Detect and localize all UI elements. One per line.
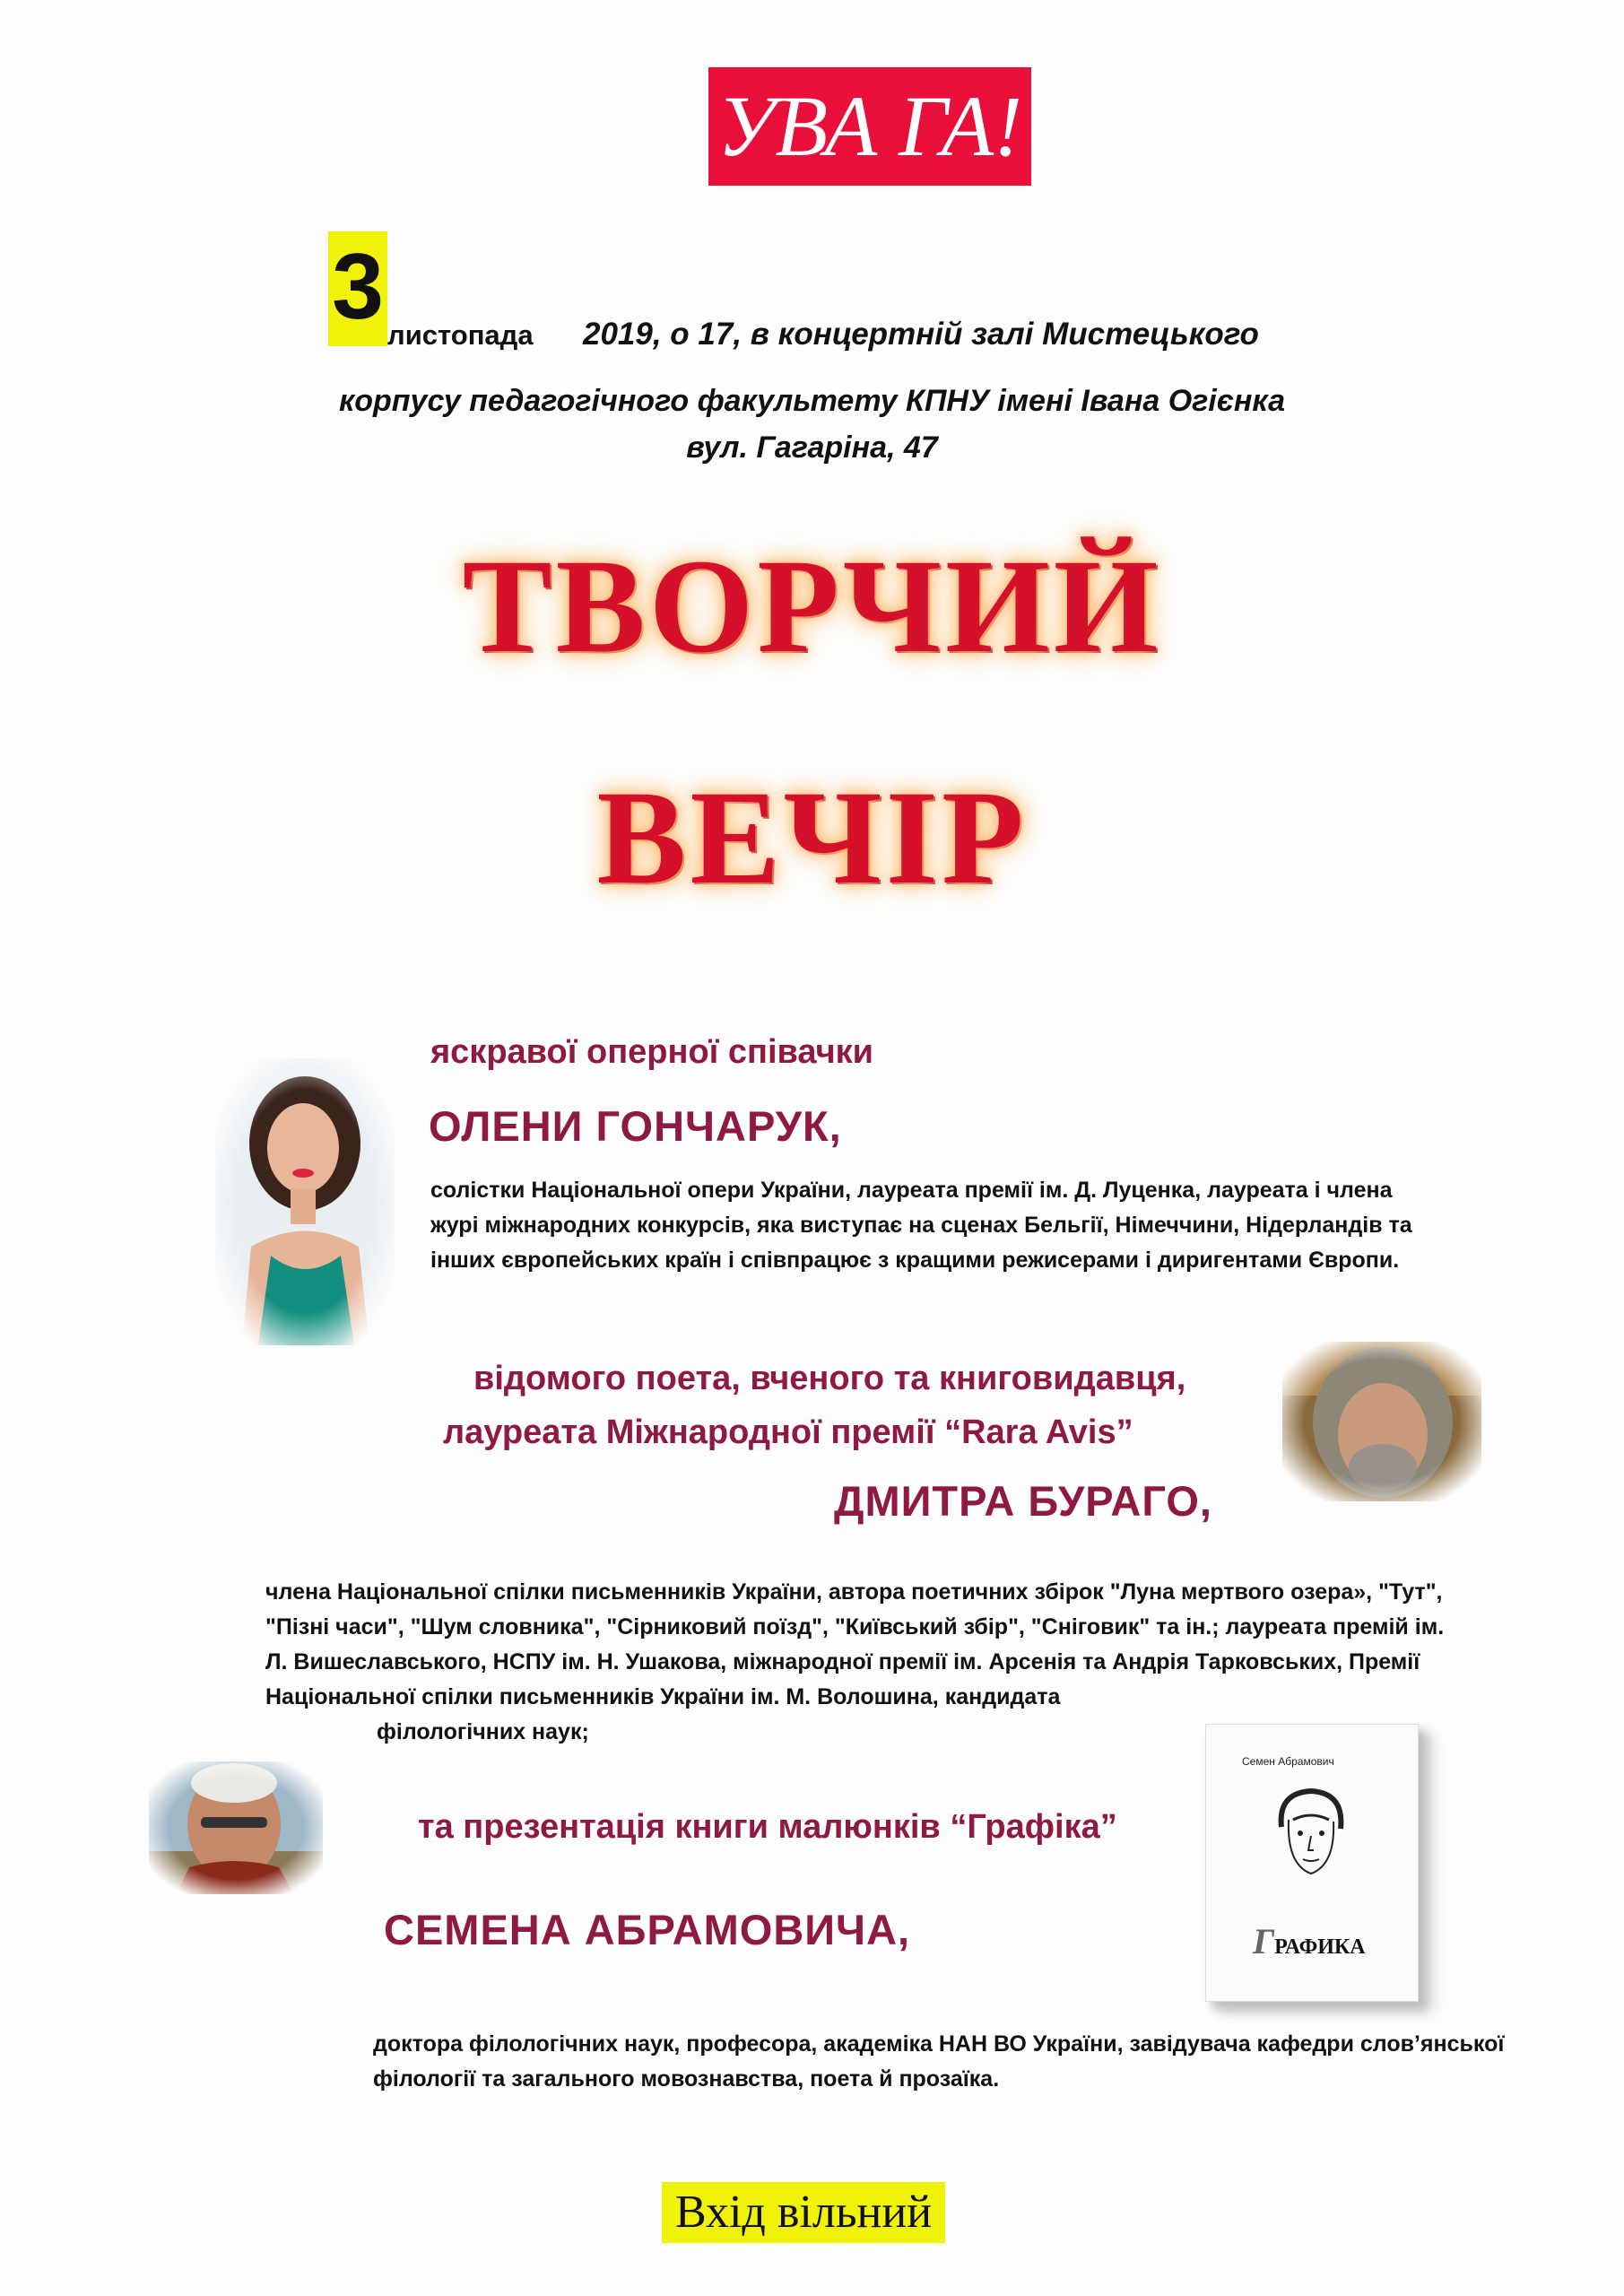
poet-intro-line-2: лауреата Міжнародної премії “Rara Avis” <box>443 1413 1133 1451</box>
poet-bio-line: члена Національної спілки письменників України, автора поетичних збірок "Луна мертвого озера», "Тут", <box>265 1579 1443 1605</box>
poet-intro-line-1: відомого поета, вченого та книговидавця, <box>473 1360 1186 1397</box>
poet-photo <box>1282 1342 1481 1501</box>
event-day: 3 <box>328 231 387 346</box>
poet-bio-line: філологічних наук; <box>377 1719 589 1744</box>
singer-bio-line: солістки Національної опери України, лауреата премії ім. Д. Луценка, лауреата і члена <box>430 1178 1393 1203</box>
poet-bio-line: Л. Вишеславського, НСПУ ім. Н. Ушакова, міжнародної премії ім. Арсенія та Андрія Тарковських, Премії <box>265 1649 1420 1674</box>
book-author: Семен Абрамович <box>1242 1755 1334 1768</box>
artist-name: СЕМЕНА АБРАМОВИЧА, <box>384 1906 911 1953</box>
poet-bio-line: Національної спілки письменників України ім. М. Волошина, кандидата <box>265 1684 1061 1709</box>
book-title: ГРАФИКА <box>1253 1921 1366 1961</box>
event-month: листопада <box>387 319 534 351</box>
book-portrait-sketch <box>1262 1784 1360 1883</box>
title-line-2: ВЕЧІР <box>596 763 1028 912</box>
artist-photo <box>149 1761 323 1894</box>
venue-address: вул. Гагаріна, 47 <box>686 430 938 465</box>
poet-bio-line: "Пізні часи", "Шум словника", "Сірниковий поїзд", "Київський збір", "Сніговик" та ін.; лауреата премій ім. <box>265 1614 1445 1639</box>
venue-line-1: корпусу педагогічного факультету КПНУ імені Івана Огієнка <box>339 384 1285 418</box>
artist-bio-line: доктора філологічних наук, професора, академіка НАН ВО України, завідувача кафедри слов’янської <box>373 2031 1505 2057</box>
singer-intro: яскравої оперної співачки <box>430 1033 874 1071</box>
book-cover <box>1205 1724 1419 2002</box>
artist-bio <box>373 2027 1521 2097</box>
attention-banner: УВА ГА! <box>708 67 1031 186</box>
singer-bio <box>430 1173 1453 1278</box>
artist-bio-line: філології та загального мовознавства, поета й прозаїка. <box>373 2066 1000 2092</box>
free-entry-label: Вхід вільний <box>662 2182 945 2243</box>
singer-bio-line: інших європейських країн і співпрацює з кращими режисерами і диригентами Європи. <box>430 1248 1400 1273</box>
event-date-line <box>328 231 1315 352</box>
singer-name: ОЛЕНИ ГОНЧАРУК, <box>429 1102 842 1150</box>
artist-intro: та презентація книги малюнків “Графіка” <box>418 1808 1117 1846</box>
poet-name: ДМИТРА БУРАГО, <box>834 1477 1212 1525</box>
event-time-place: 2019, о 17, в концертній залі Мистецького <box>583 317 1259 352</box>
singer-photo <box>215 1058 395 1345</box>
singer-bio-line: журі міжнародних конкурсів, яка виступає на сценах Бельгії, Німеччини, Нідерландів та <box>430 1213 1412 1238</box>
title-line-1: ТВОРЧИЙ <box>462 532 1162 681</box>
